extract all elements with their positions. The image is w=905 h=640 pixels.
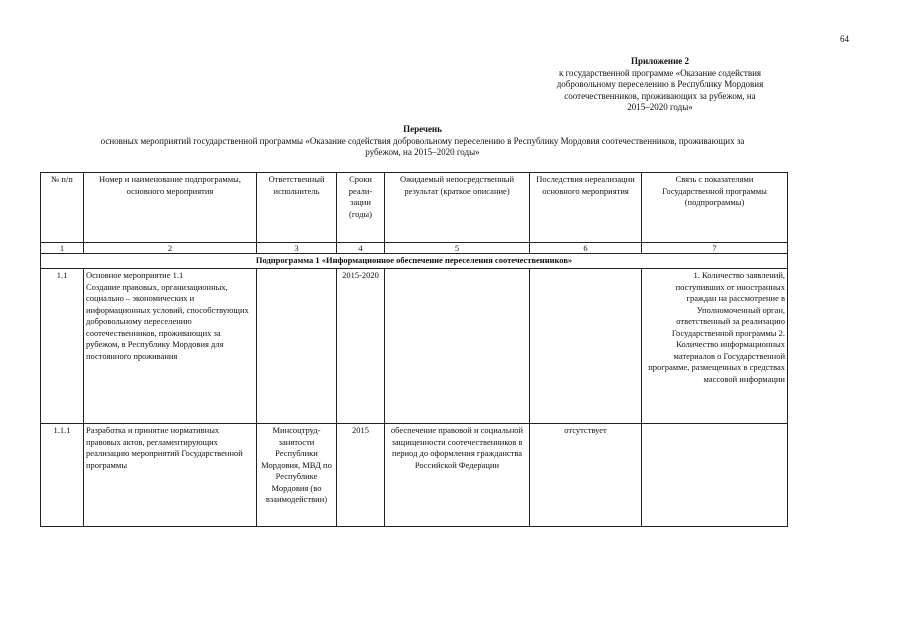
row-consequence: отсутствует xyxy=(530,424,642,527)
page-number: 64 xyxy=(840,34,849,44)
column-number: 6 xyxy=(530,243,642,254)
list-title: Перечень xyxy=(403,124,442,134)
header-indicators: Связь с показателями Государственной программы (подпрограммы) xyxy=(642,173,788,243)
row-name-line: Разработка и принятие нормативных правовых актов, регламентирующих реализацию мероприятий Государственной программы xyxy=(86,425,243,470)
column-number: 1 xyxy=(41,243,84,254)
row-indicators xyxy=(642,424,788,527)
table-row xyxy=(41,269,788,424)
row-name xyxy=(84,424,257,527)
column-number: 5 xyxy=(385,243,530,254)
table-header-row xyxy=(41,173,788,243)
row-name xyxy=(84,269,257,424)
appendix-line: к государственной программе «Оказание содействия xyxy=(558,67,762,78)
row-executor xyxy=(257,269,337,424)
column-number: 3 xyxy=(257,243,337,254)
column-number: 2 xyxy=(84,243,257,254)
appendix-line: соотечественников, проживающих за рубежом, на xyxy=(564,90,756,101)
column-number: 7 xyxy=(642,243,788,254)
table-row xyxy=(41,424,788,527)
row-result xyxy=(385,269,530,424)
measures-table xyxy=(40,172,788,527)
header-executor: Ответственный исполнитель xyxy=(257,173,337,243)
subprogram-title: Подпрограмма 1 «Информационное обеспечение переселения соотечественников» xyxy=(41,254,788,269)
row-indicators: 1. Количество заявлений, поступивших от иностранных граждан на рассмотрение в Уполномоченный орган, ответственный за реализацию Государственной программы 2. Количество информационных материалов о Государственной программе, размещенных в средствах массовой информации xyxy=(642,269,788,424)
row-result: обеспечение правовой и социальной защищенности соотечественников в период до оформления гражданства Российской Федерации xyxy=(385,424,530,527)
header-consequence: Последствия нереализации основного мероприятия xyxy=(530,173,642,243)
row-period: 2015 xyxy=(337,424,385,527)
list-subtitle-line: основных мероприятий государственной программы «Оказание содействия добровольному переселению в Республику Мордовия соотечественников, проживающих за xyxy=(100,135,745,146)
column-number-row xyxy=(41,243,788,254)
header-period: Сроки реали-зации (годы) xyxy=(337,173,385,243)
appendix-title: Приложение 2 xyxy=(630,56,690,66)
appendix-line: 2015–2020 годы» xyxy=(627,102,693,112)
row-num: 1.1 xyxy=(41,269,84,424)
row-period: 2015-2020 xyxy=(337,269,385,424)
row-name-line: Основное мероприятие 1.1 xyxy=(86,270,184,280)
row-num: 1.1.1 xyxy=(41,424,84,527)
subprogram-row xyxy=(41,254,788,269)
header-name: Номер и наименование подпрограммы, основного мероприятия xyxy=(84,173,257,243)
row-consequence xyxy=(530,269,642,424)
header-result: Ожидаемый непосредственный результат (краткое описание) xyxy=(385,173,530,243)
column-number: 4 xyxy=(337,243,385,254)
appendix-block xyxy=(530,56,790,114)
header-num: № п/п xyxy=(41,173,84,243)
appendix-line: добровольному переселению в Республику Мордовия xyxy=(556,79,764,89)
list-heading xyxy=(50,124,795,159)
row-name-line: Создание правовых, организационных, социально – экономических и информационных условий, способствующих добровольному переселению соотечественников, проживающих за рубежом, в Республику Мордовия для постоянного проживания xyxy=(86,281,249,361)
list-subtitle-line: рубежом, на 2015–2020 годы» xyxy=(365,147,480,157)
row-executor: Минсоцтруд-занятости Республики Мордовия, МВД по Республике Мордовия (во взаимодействии) xyxy=(257,424,337,527)
